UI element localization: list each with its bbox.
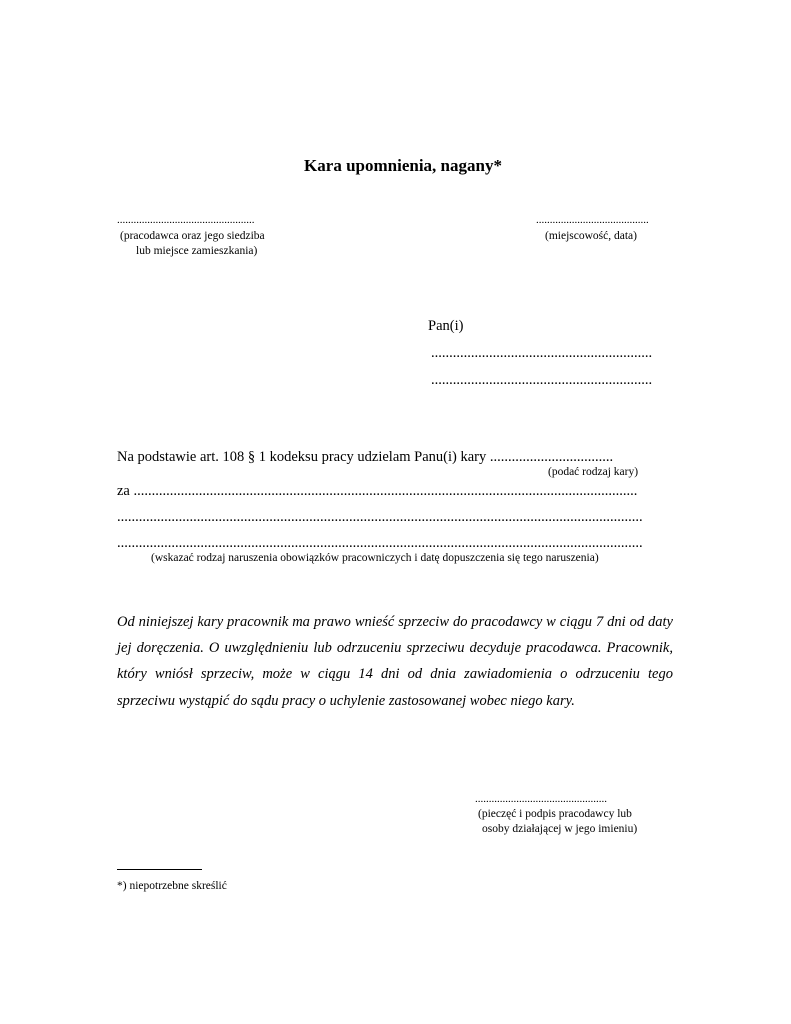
penalty-kind-hint: (podać rodzaj kary) (548, 466, 639, 478)
employer-label-line1: (pracodawca oraz jego siedziba (120, 230, 265, 242)
document-title: Kara upomnienia, nagany* (304, 156, 502, 175)
penalty-reason-line: za ........................................................................................................................................... (117, 483, 638, 499)
violation-hint: (wskazać rodzaj naruszenia obowiązków pracowniczych i datę dopuszczenia się tego naruszenia) (151, 552, 599, 564)
signature-dots: ................................................ (475, 793, 607, 805)
footnote-separator (117, 869, 202, 870)
signature-label-line2: osoby działającej w jego imieniu) (482, 823, 638, 835)
signature-label-line1: (pieczęć i podpis pracodawcy lub (478, 808, 632, 820)
footnote: *) niepotrzebne skreślić (117, 880, 227, 892)
appeal-paragraph: Od niniejszej kary pracownik ma prawo wnieść sprzeciw do pracodawcy w ciągu 7 dni od daty jej doręczenia. O uwzględnieniu lub odrzuceniu sprzeciwu decyduje pracodawca. Pracownik, który wniósł sprzeciw, może w ciągu 14 dni od dnia zawiadomienia o odrzuceniu tego sprzeciwu wystąpić do sądu pracy o uchylenie zastosowanej wobec niego kary. (117, 614, 673, 709)
employer-label-line2: lub miejsce zamieszkania) (136, 245, 258, 257)
penalty-blank-line-1: ................................................................................................................................................. (117, 509, 643, 525)
employer-dots: .................................................. (117, 214, 255, 226)
recipient-name-line: ............................................................. (431, 345, 653, 361)
recipient-salutation: Pan(i) (428, 318, 464, 334)
penalty-blank-line-2: ................................................................................................................................................. (117, 535, 643, 551)
place-date-label: (miejscowość, data) (545, 230, 637, 242)
recipient-address-line: ............................................................. (431, 372, 653, 388)
penalty-statement: Na podstawie art. 108 § 1 kodeksu pracy udzielam Panu(i) kary .................................. (117, 449, 614, 465)
place-date-dots: ......................................... (536, 214, 649, 226)
